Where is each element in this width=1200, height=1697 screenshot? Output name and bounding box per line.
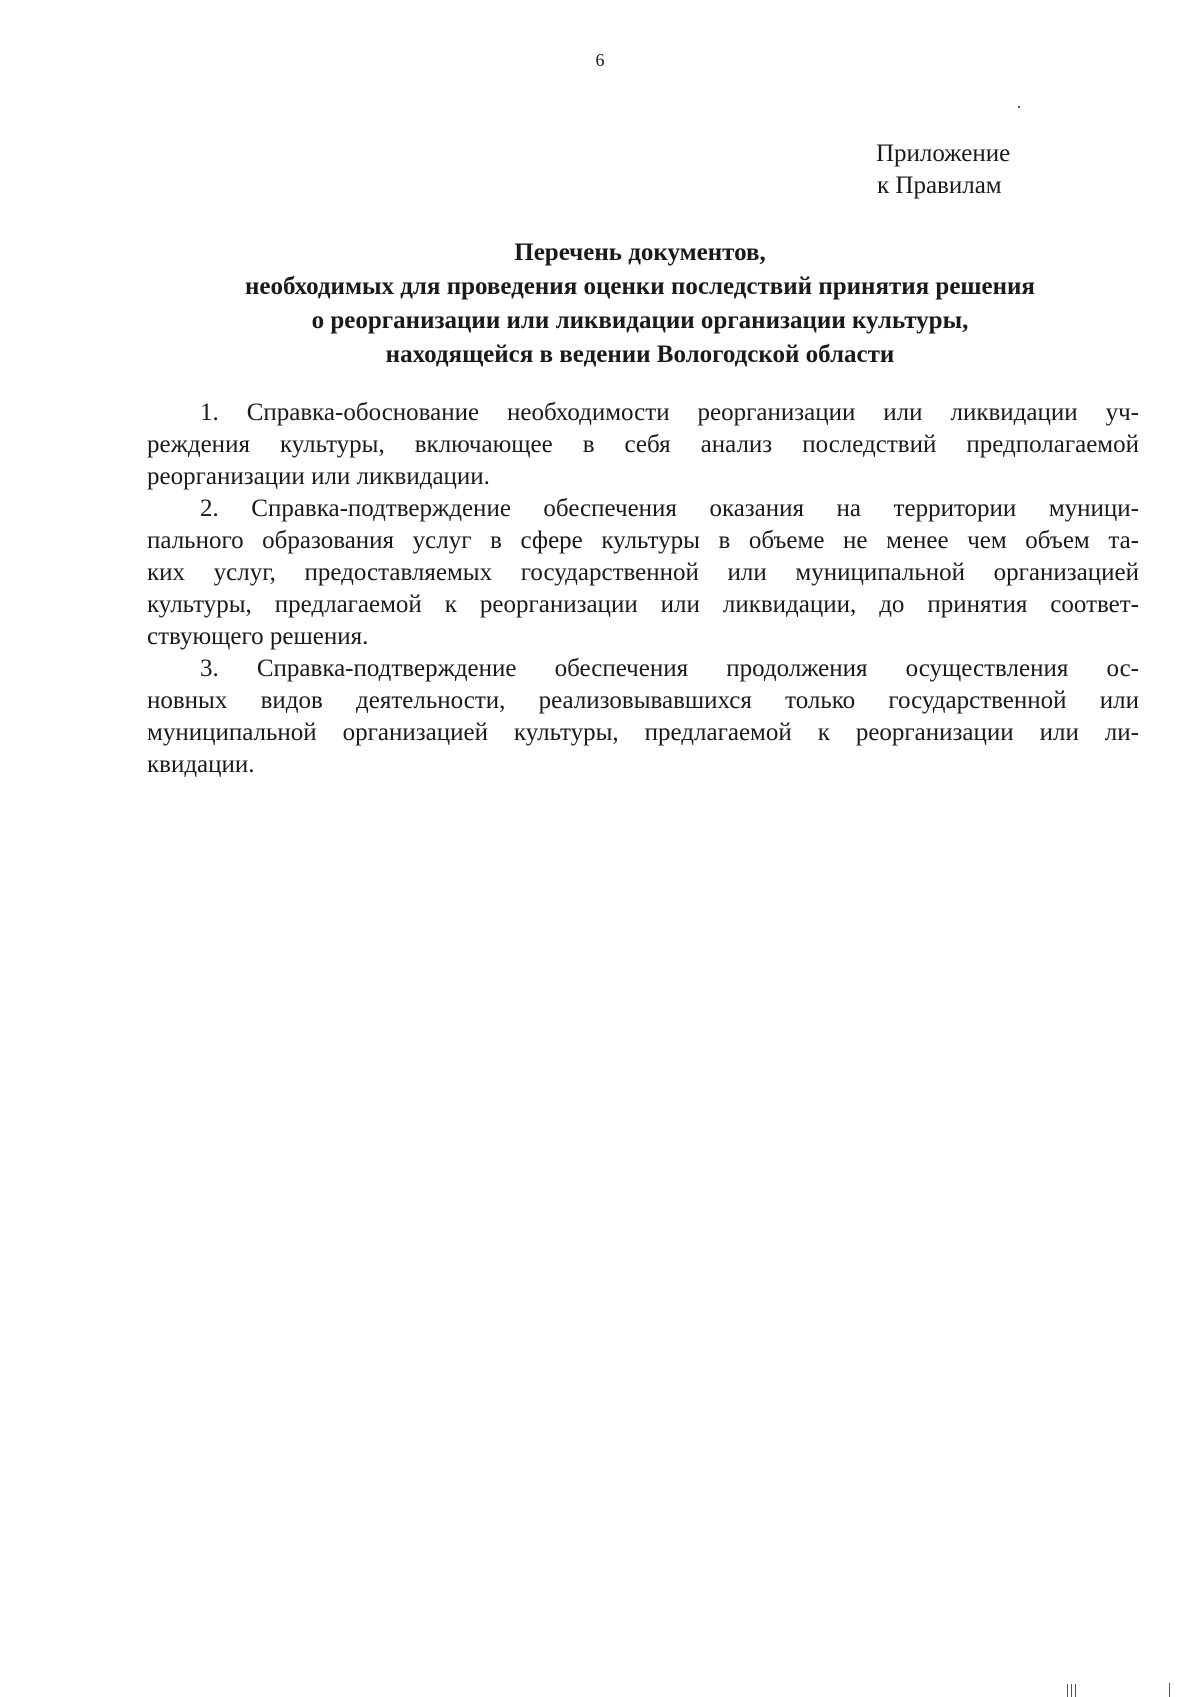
title-line-1: Перечень документов,: [514, 239, 766, 266]
list-item-line: 2. Справка-подтверждение обеспечения оказания на территории муници-: [200, 495, 1139, 522]
list-item-line: пального образования услуг в сфере культуры в объеме не менее чем объем та-: [147, 527, 1139, 554]
list-item-1: [147, 397, 1139, 493]
appendix-line-2: к Правилам: [877, 172, 1002, 199]
document-list: [147, 397, 1139, 781]
scan-mark-bottom: [1067, 1684, 1068, 1697]
list-item-line: новных видов деятельности, реализовывавшихся только государственной или: [147, 687, 1139, 714]
list-item-line: ких услуг, предоставляемых государственной или муниципальной организацией: [147, 559, 1139, 586]
title-line-2: необходимых для проведения оценки последствий принятия решения: [245, 273, 1035, 300]
document-title: [140, 236, 1140, 372]
appendix-note: [876, 138, 1010, 202]
list-item-line: 3. Справка-подтверждение обеспечения продолжения осуществления ос-: [200, 655, 1139, 682]
list-item-2: [147, 493, 1139, 653]
title-line-3: о реорганизации или ликвидации организации культуры,: [311, 307, 969, 334]
list-item-3: [147, 653, 1139, 781]
scan-mark-bottom: [1075, 1684, 1076, 1697]
scan-mark-bottom: [1169, 1683, 1170, 1697]
list-item-line: муниципальной организацией культуры, предлагаемой к реорганизации или ли-: [147, 719, 1139, 746]
appendix-line-1: Приложение: [876, 140, 1011, 167]
list-item-line: 1. Справка-обоснование необходимости реорганизации или ликвидации уч-: [200, 399, 1139, 426]
list-item-line: реждения культуры, включающее в себя анализ последствий предполагаемой: [147, 431, 1139, 458]
scan-speck: [1018, 106, 1020, 108]
page-number: 6: [595, 50, 605, 70]
list-item-line: реорганизации или ликвидации.: [147, 463, 490, 490]
list-item-line: квидации.: [147, 751, 255, 778]
scan-mark-bottom: [1071, 1684, 1072, 1697]
list-item-line: культуры, предлагаемой к реорганизации или ликвидации, до принятия соответ-: [147, 591, 1139, 618]
list-item-line: ствующего решения.: [147, 623, 369, 650]
title-line-4: находящейся в ведении Вологодской области: [385, 341, 895, 368]
